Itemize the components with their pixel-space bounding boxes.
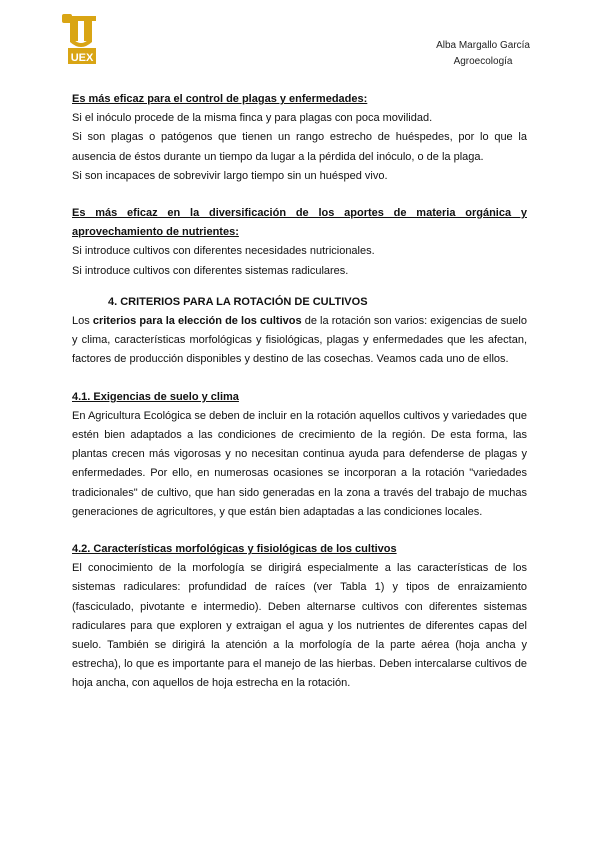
author-name: Alba Margallo García — [436, 40, 530, 51]
section-4-title: 4. CRITERIOS PARA LA ROTACIÓN DE CULTIVOS — [108, 295, 368, 308]
organic-matter-heading: Es más eficaz en la diversificación de los aportes de materia orgánica y aprovechamiento de nutrientes: — [72, 207, 527, 239]
document-body — [72, 90, 527, 694]
text-span: de la rotación son varios: exigencias de suelo y clima, características morfológicas y fisiológicas, plagas y enfermedades que les afectan, factores de producción disponibles y destino de las cosechas. Veamos cada uno de ellos. — [72, 315, 527, 366]
document-header — [436, 38, 530, 70]
paragraph-line: Si el inóculo procede de la misma finca y para plagas con poca movilidad. — [72, 112, 433, 125]
paragraph-line: Si introduce cultivos con diferentes sistemas radiculares. — [72, 264, 349, 277]
subject-name: Agroecología — [453, 56, 513, 67]
section-4-2-heading: 4.2. Características morfológicas y fisiológicas de los cultivos — [72, 543, 397, 556]
text-span: Los — [72, 315, 93, 328]
section-4-paragraph — [72, 312, 527, 370]
pest-control-heading: Es más eficaz para el control de plagas y enfermedades: — [72, 93, 368, 105]
paragraph-line: Si son plagas o patógenos que tienen un rango estrecho de huéspedes, por lo que la ausencia de éstos durante un tiempo da lugar a la pérdida del inóculo, o de la plaga. — [72, 131, 527, 163]
paragraph-line: Si son incapaces de sobrevivir largo tiempo sin un huésped vivo. — [72, 169, 388, 182]
bold-text-span: criterios para la elección de los cultivos — [92, 315, 302, 328]
section-4-1-heading: 4.1. Exigencias de suelo y clima — [72, 390, 239, 403]
university-logo — [60, 12, 102, 68]
section-4-1-paragraph: En Agricultura Ecológica se deben de incluir en la rotación aquellos cultivos y variedades que estén bien adaptados a las condiciones de crecimiento de la región. De esta forma, las plantas crecen más vigorosas y no necesitan continua ayuda para defenderse de plagas y enfermedades. Por ello, en numerosas ocasiones se incorporan a la rotación "variedades tradicionales" de cultivo, que han sido generadas en la zona a través del trabajo de muchas generaciones de agricultores, y que están bien adaptadas a las condiciones locales. — [72, 409, 527, 518]
paragraph-line: Si introduce cultivos con diferentes necesidades nutricionales. — [72, 245, 375, 258]
section-4-2-paragraph: El conocimiento de la morfología se dirigirá especialmente a las características de los sistemas radiculares: profundidad de raíces (ver Tabla 1) y tipos de enraizamiento (fasciculado, pivotante e intermedio). Deben alternarse cultivos con diferentes sistemas radiculares para que exploren y extraigan el agua y los nutrientes de diferentes capas del suelo. También se dirigirá la atención a la morfología de la parte aérea (hoja ancha y estrecha), lo que es importante para el manejo de las hierbas. Deben intercalarse cultivos de hoja ancha, con aquellos de hoja estrecha en la rotación. — [72, 562, 527, 690]
logo-text: UEX — [70, 52, 94, 64]
